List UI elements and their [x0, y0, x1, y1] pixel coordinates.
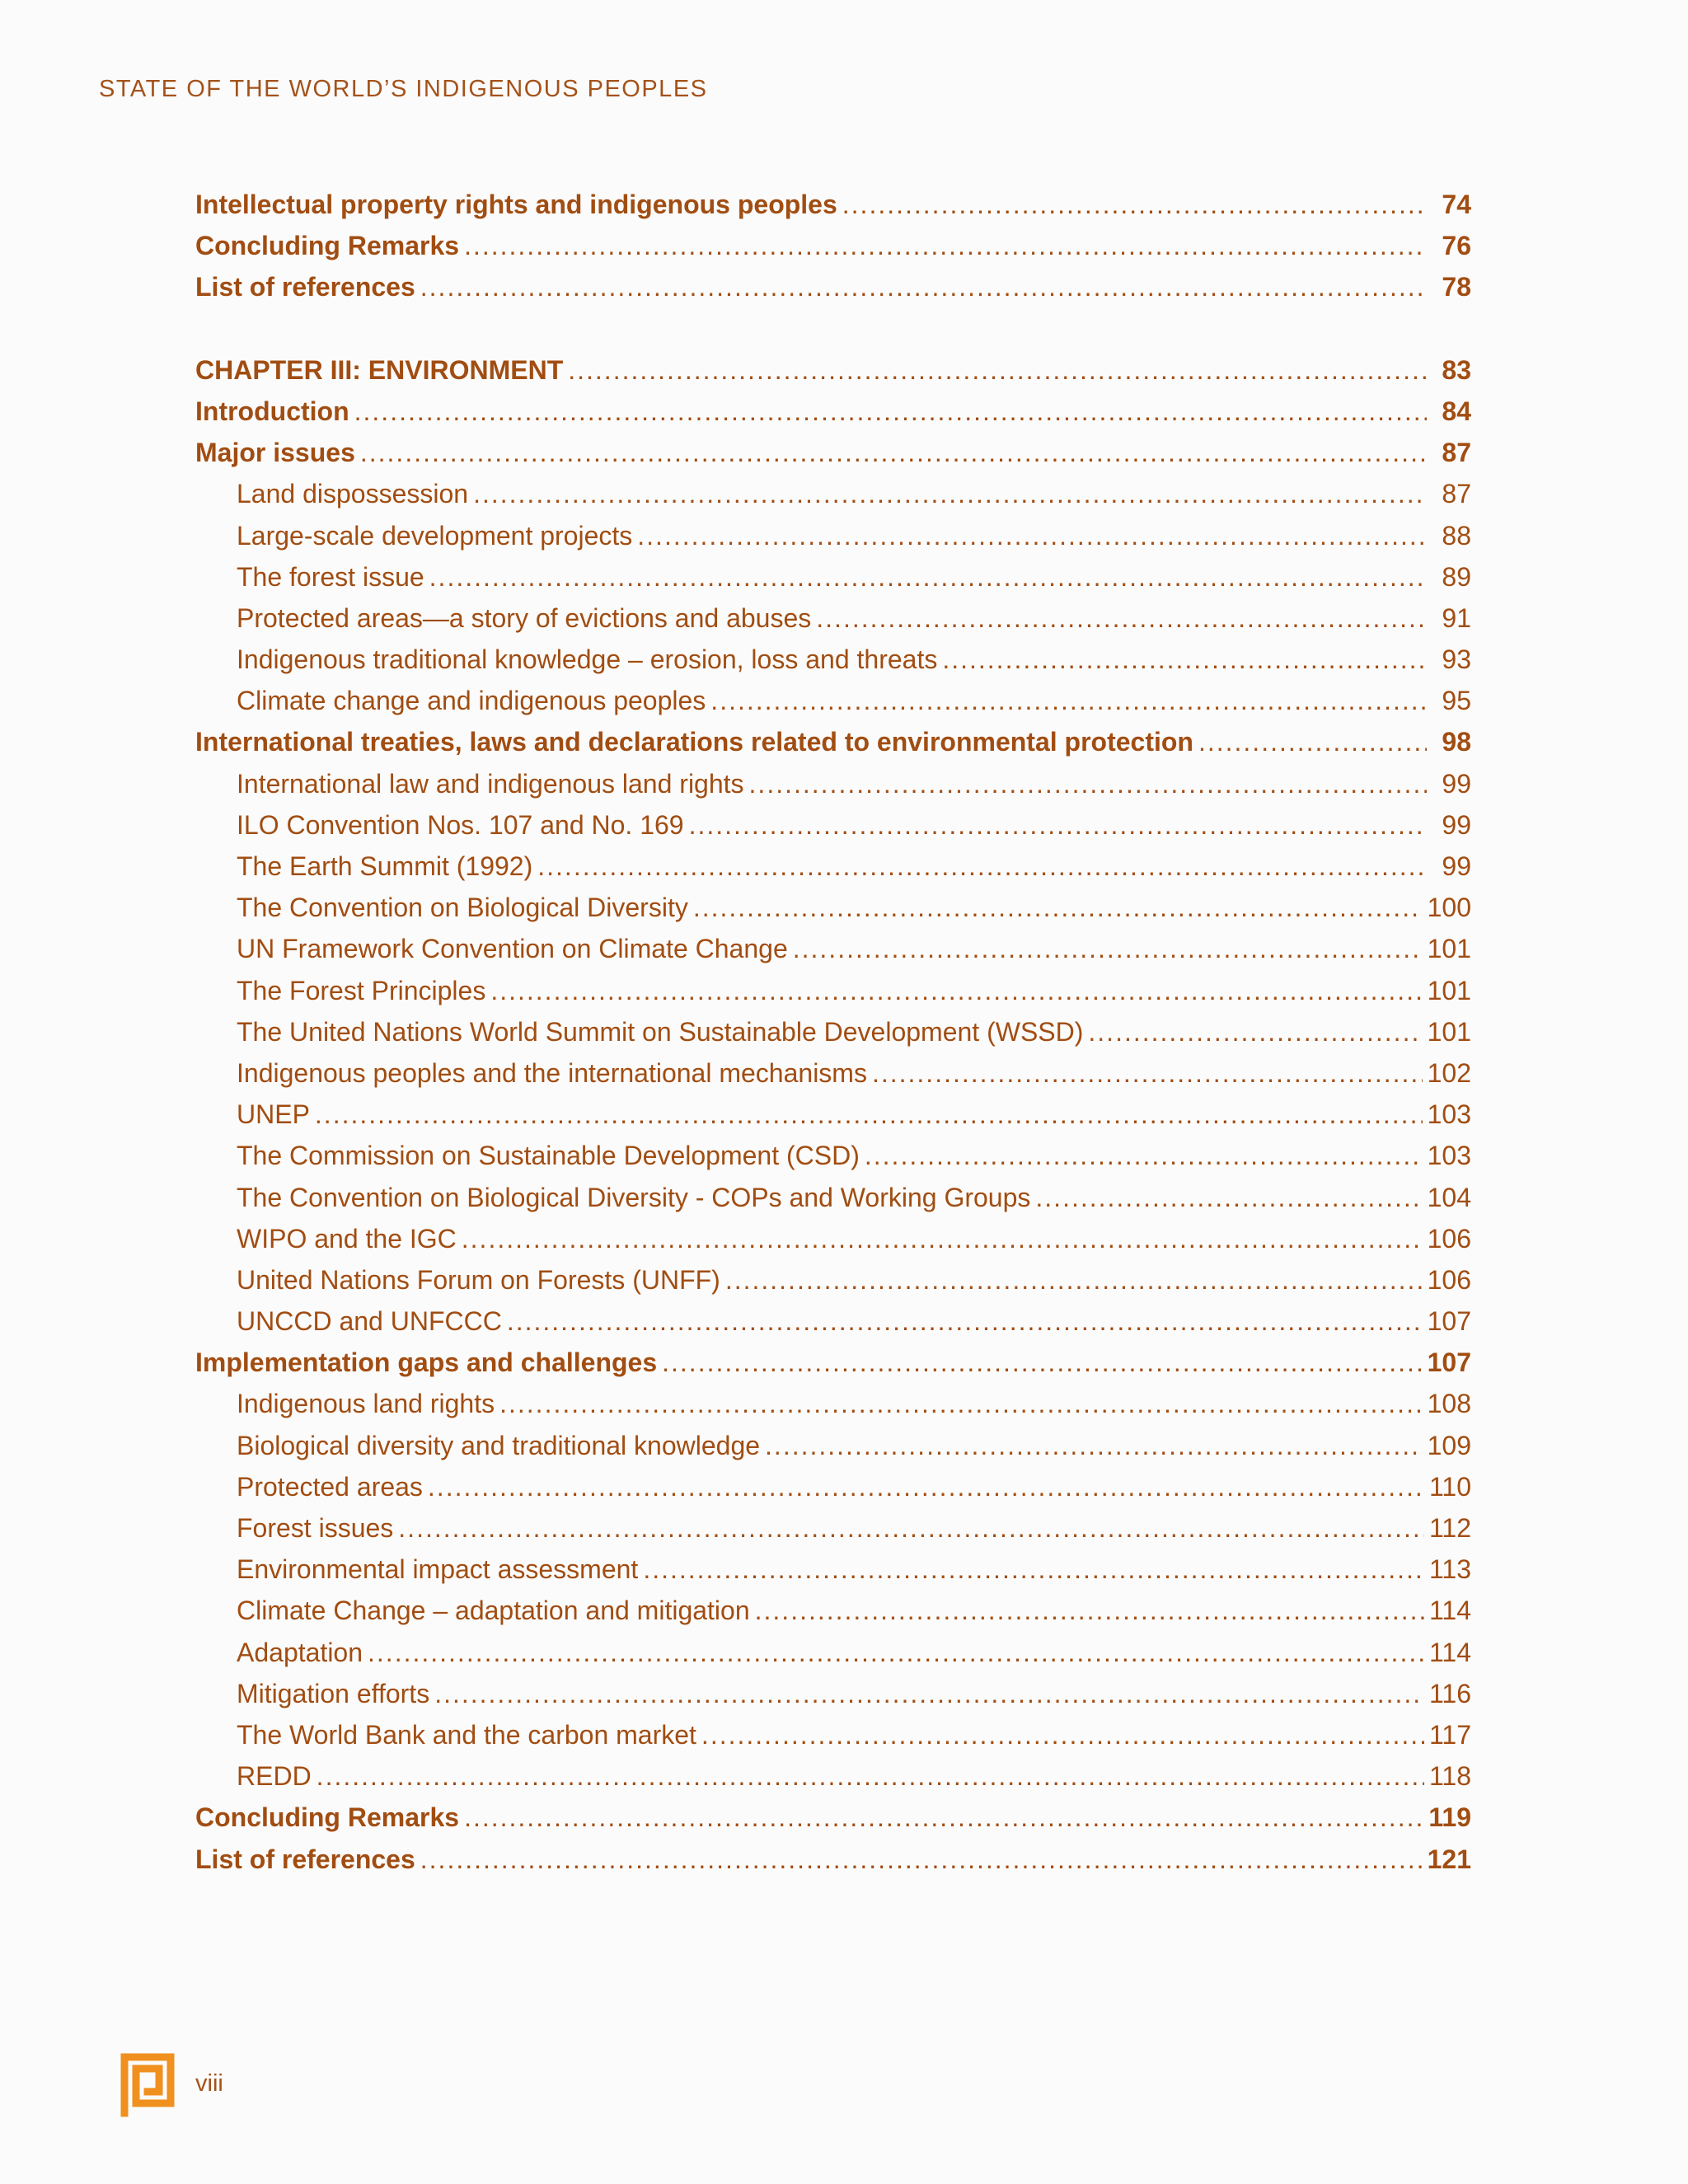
- toc-subsection-entry[interactable]: [195, 1431, 1471, 1472]
- toc-entry-title: Indigenous peoples and the international mechanisms: [237, 1057, 867, 1088]
- toc-subsection-entry[interactable]: [195, 769, 1471, 810]
- toc-entry-title: Intellectual property rights and indigenous peoples: [195, 190, 837, 219]
- table-of-contents: [195, 190, 1471, 1886]
- toc-entry-page: 99: [1442, 851, 1471, 881]
- dot-leader: [420, 1844, 1423, 1875]
- toc-entry-title: UNCCD and UNFCCC: [237, 1306, 502, 1337]
- toc-entry-title: Land dispossession: [237, 479, 469, 509]
- toc-entry-page: 119: [1428, 1802, 1471, 1833]
- dot-leader: [755, 1596, 1424, 1626]
- dot-leader: [462, 1224, 1423, 1254]
- toc-entry-page: 109: [1427, 1430, 1471, 1460]
- dot-leader: [429, 562, 1427, 593]
- toc-entry-page: 83: [1442, 354, 1471, 385]
- toc-subsection-entry[interactable]: [195, 562, 1471, 603]
- dot-leader: [398, 1513, 1424, 1544]
- toc-subsection-entry[interactable]: [195, 1761, 1471, 1802]
- dot-leader: [842, 190, 1427, 220]
- toc-subsection-entry[interactable]: [195, 1017, 1471, 1058]
- toc-entry-title: Environmental impact assessment: [237, 1554, 639, 1585]
- toc-entry-page: 107: [1427, 1306, 1471, 1337]
- toc-entry-page: 99: [1442, 768, 1471, 799]
- toc-entry-title: Protected areas—a story of evictions and abuses: [237, 602, 812, 633]
- toc-subsection-entry[interactable]: [195, 1513, 1471, 1554]
- toc-entry-page: 118: [1428, 1761, 1471, 1792]
- toc-section-entry[interactable]: [195, 1844, 1471, 1886]
- toc-subsection-entry[interactable]: [195, 1638, 1471, 1679]
- toc-entry-page: 99: [1442, 809, 1471, 840]
- toc-entry-title: Indigenous traditional knowledge – erosion, loss and threats: [237, 644, 938, 675]
- toc-section-entry[interactable]: [195, 231, 1471, 272]
- toc-subsection-entry[interactable]: [195, 1306, 1471, 1347]
- toc-entry-title: Large-scale development projects: [237, 520, 633, 551]
- toc-entry-page: 88: [1442, 520, 1471, 551]
- toc-subsection-entry[interactable]: [195, 1472, 1471, 1513]
- toc-subsection-entry[interactable]: [195, 1596, 1471, 1637]
- toc-entry-title: United Nations Forum on Forests (UNFF): [237, 1264, 720, 1295]
- toc-entry-title: List of references: [195, 1844, 415, 1874]
- toc-entry-title: Adaptation: [237, 1637, 363, 1667]
- toc-entry-page: 108: [1427, 1389, 1471, 1419]
- dot-leader: [710, 686, 1427, 716]
- toc-subsection-entry[interactable]: [195, 686, 1471, 727]
- dot-leader: [865, 1141, 1423, 1171]
- dot-leader: [816, 603, 1427, 634]
- toc-subsection-entry[interactable]: [195, 1058, 1471, 1099]
- toc-entry-title: Introduction: [195, 396, 349, 426]
- toc-entry-page: 78: [1442, 272, 1471, 302]
- toc-subsection-entry[interactable]: [195, 893, 1471, 934]
- toc-entry-page: 114: [1428, 1637, 1471, 1667]
- toc-entry-page: 87: [1442, 479, 1471, 509]
- toc-subsection-entry[interactable]: [195, 810, 1471, 851]
- toc-section-entry[interactable]: [195, 727, 1471, 768]
- dot-leader: [749, 769, 1427, 799]
- dot-leader: [473, 479, 1427, 509]
- dot-leader: [507, 1306, 1423, 1337]
- dot-leader: [701, 1720, 1424, 1750]
- dot-leader: [315, 1099, 1423, 1130]
- dot-leader: [568, 355, 1427, 386]
- dot-leader: [643, 1554, 1424, 1585]
- toc-subsection-entry[interactable]: [195, 521, 1471, 562]
- toc-subsection-entry[interactable]: [195, 1099, 1471, 1141]
- dot-leader: [368, 1638, 1424, 1668]
- toc-entry-page: 116: [1428, 1678, 1471, 1708]
- toc-entry-title: UNEP: [237, 1099, 310, 1130]
- dot-leader: [1088, 1017, 1422, 1047]
- dot-leader: [499, 1389, 1423, 1419]
- toc-section-entry[interactable]: [195, 1347, 1471, 1389]
- dot-leader: [872, 1058, 1423, 1089]
- dot-leader: [354, 396, 1427, 427]
- toc-section-entry[interactable]: [195, 1802, 1471, 1844]
- toc-entry-title: Indigenous land rights: [237, 1389, 495, 1419]
- toc-entry-title: The United Nations World Summit on Sustainable Development (WSSD): [237, 1016, 1084, 1047]
- toc-entry-page: 121: [1427, 1844, 1471, 1874]
- dot-leader: [464, 231, 1427, 261]
- toc-entry-page: 112: [1428, 1513, 1471, 1543]
- toc-entry-page: 110: [1428, 1471, 1471, 1502]
- toc-entry-title: International treaties, laws and declarations related to environmental protection: [195, 727, 1193, 757]
- toc-entry-title: The Convention on Biological Diversity - COPs and Working Groups: [237, 1182, 1031, 1212]
- toc-entry-page: 104: [1427, 1182, 1471, 1212]
- toc-entry-page: 101: [1427, 975, 1471, 1005]
- dot-leader: [942, 644, 1427, 675]
- toc-entry-page: 87: [1442, 438, 1471, 468]
- toc-entry-title: REDD: [237, 1761, 312, 1792]
- toc-subsection-entry[interactable]: [195, 1389, 1471, 1430]
- dot-leader: [420, 272, 1427, 302]
- toc-subsection-entry[interactable]: [195, 1265, 1471, 1306]
- toc-subsection-entry[interactable]: [195, 603, 1471, 644]
- toc-entry-title: List of references: [195, 272, 415, 302]
- toc-section-entry[interactable]: [195, 272, 1471, 313]
- toc-entry-title: WIPO and the IGC: [237, 1223, 457, 1254]
- toc-subsection-entry[interactable]: [195, 1183, 1471, 1224]
- toc-entry-page: 107: [1427, 1347, 1471, 1378]
- toc-section-entry[interactable]: [195, 355, 1471, 396]
- toc-entry-page: 103: [1427, 1099, 1471, 1130]
- toc-spacer: [195, 314, 1471, 355]
- dot-leader: [662, 1347, 1422, 1378]
- dot-leader: [1198, 727, 1427, 757]
- toc-entry-page: 117: [1428, 1719, 1471, 1750]
- dot-leader: [689, 810, 1427, 841]
- toc-subsection-entry[interactable]: [195, 1141, 1471, 1182]
- dot-leader: [725, 1265, 1423, 1296]
- toc-subsection-entry[interactable]: [195, 851, 1471, 893]
- toc-section-entry[interactable]: [195, 190, 1471, 231]
- dot-leader: [360, 438, 1427, 468]
- toc-entry-page: 113: [1428, 1554, 1471, 1585]
- dot-leader: [1035, 1183, 1422, 1213]
- toc-entry-title: The Earth Summit (1992): [237, 851, 533, 881]
- toc-entry-title: Concluding Remarks: [195, 1802, 460, 1833]
- toc-subsection-entry[interactable]: [195, 1720, 1471, 1761]
- toc-entry-page: 98: [1442, 727, 1471, 757]
- toc-entry-title: ILO Convention Nos. 107 and No. 169: [237, 809, 684, 840]
- toc-subsection-entry[interactable]: [195, 976, 1471, 1017]
- toc-entry-title: The Commission on Sustainable Development (CSD): [237, 1141, 860, 1171]
- toc-entry-page: 106: [1427, 1223, 1471, 1254]
- toc-entry-page: 101: [1427, 934, 1471, 964]
- toc-entry-page: 114: [1428, 1596, 1471, 1626]
- toc-entry-title: Concluding Remarks: [195, 231, 460, 261]
- toc-entry-page: 76: [1442, 231, 1471, 261]
- toc-entry-page: 89: [1442, 561, 1471, 592]
- dot-leader: [434, 1679, 1424, 1709]
- dot-leader: [428, 1472, 1424, 1502]
- toc-entry-title: The World Bank and the carbon market: [237, 1719, 696, 1750]
- dot-leader: [490, 976, 1422, 1006]
- toc-entry-title: UN Framework Convention on Climate Change: [237, 934, 788, 964]
- dot-leader: [793, 934, 1423, 964]
- toc-entry-page: 91: [1442, 602, 1471, 633]
- toc-entry-title: Major issues: [195, 438, 355, 468]
- toc-subsection-entry[interactable]: [195, 1679, 1471, 1720]
- dot-leader: [537, 851, 1427, 882]
- dot-leader: [765, 1431, 1423, 1461]
- toc-entry-title: The Forest Principles: [237, 975, 486, 1005]
- toc-entry-title: CHAPTER III: ENVIRONMENT: [195, 354, 564, 385]
- toc-entry-page: 106: [1427, 1264, 1471, 1295]
- toc-entry-page: 103: [1427, 1141, 1471, 1171]
- toc-subsection-entry[interactable]: [195, 479, 1471, 520]
- toc-subsection-entry[interactable]: [195, 1554, 1471, 1596]
- toc-entry-title: International law and indigenous land rights: [237, 768, 744, 799]
- toc-entry-title: Climate change and indigenous peoples: [237, 686, 706, 716]
- dot-leader: [464, 1802, 1423, 1833]
- toc-subsection-entry[interactable]: [195, 934, 1471, 975]
- dot-leader: [316, 1761, 1424, 1792]
- spiral-square-logo-icon: [120, 2052, 176, 2118]
- toc-entry-page: 93: [1442, 644, 1471, 675]
- toc-subsection-entry[interactable]: [195, 644, 1471, 686]
- dot-leader: [637, 521, 1427, 551]
- page-number: viii: [195, 2070, 223, 2097]
- toc-entry-title: Protected areas: [237, 1471, 423, 1502]
- toc-entry-page: 84: [1442, 396, 1471, 426]
- toc-entry-page: 100: [1427, 893, 1471, 923]
- toc-entry-title: Biological diversity and traditional knowledge: [237, 1430, 761, 1460]
- toc-subsection-entry[interactable]: [195, 1224, 1471, 1265]
- toc-entry-page: 74: [1442, 190, 1471, 219]
- toc-section-entry[interactable]: [195, 396, 1471, 438]
- running-header: STATE OF THE WORLD’S INDIGENOUS PEOPLES: [99, 76, 708, 102]
- toc-entry-title: The Convention on Biological Diversity: [237, 893, 688, 923]
- toc-entry-page: 95: [1442, 686, 1471, 716]
- toc-entry-title: Climate Change – adaptation and mitigation: [237, 1596, 750, 1626]
- dot-leader: [693, 893, 1423, 923]
- toc-section-entry[interactable]: [195, 438, 1471, 479]
- toc-entry-title: Implementation gaps and challenges: [195, 1347, 658, 1378]
- toc-entry-title: Mitigation efforts: [237, 1678, 430, 1708]
- toc-entry-title: The forest issue: [237, 561, 424, 592]
- toc-entry-title: Forest issues: [237, 1513, 394, 1543]
- toc-entry-page: 101: [1427, 1016, 1471, 1047]
- toc-entry-page: 102: [1427, 1057, 1471, 1088]
